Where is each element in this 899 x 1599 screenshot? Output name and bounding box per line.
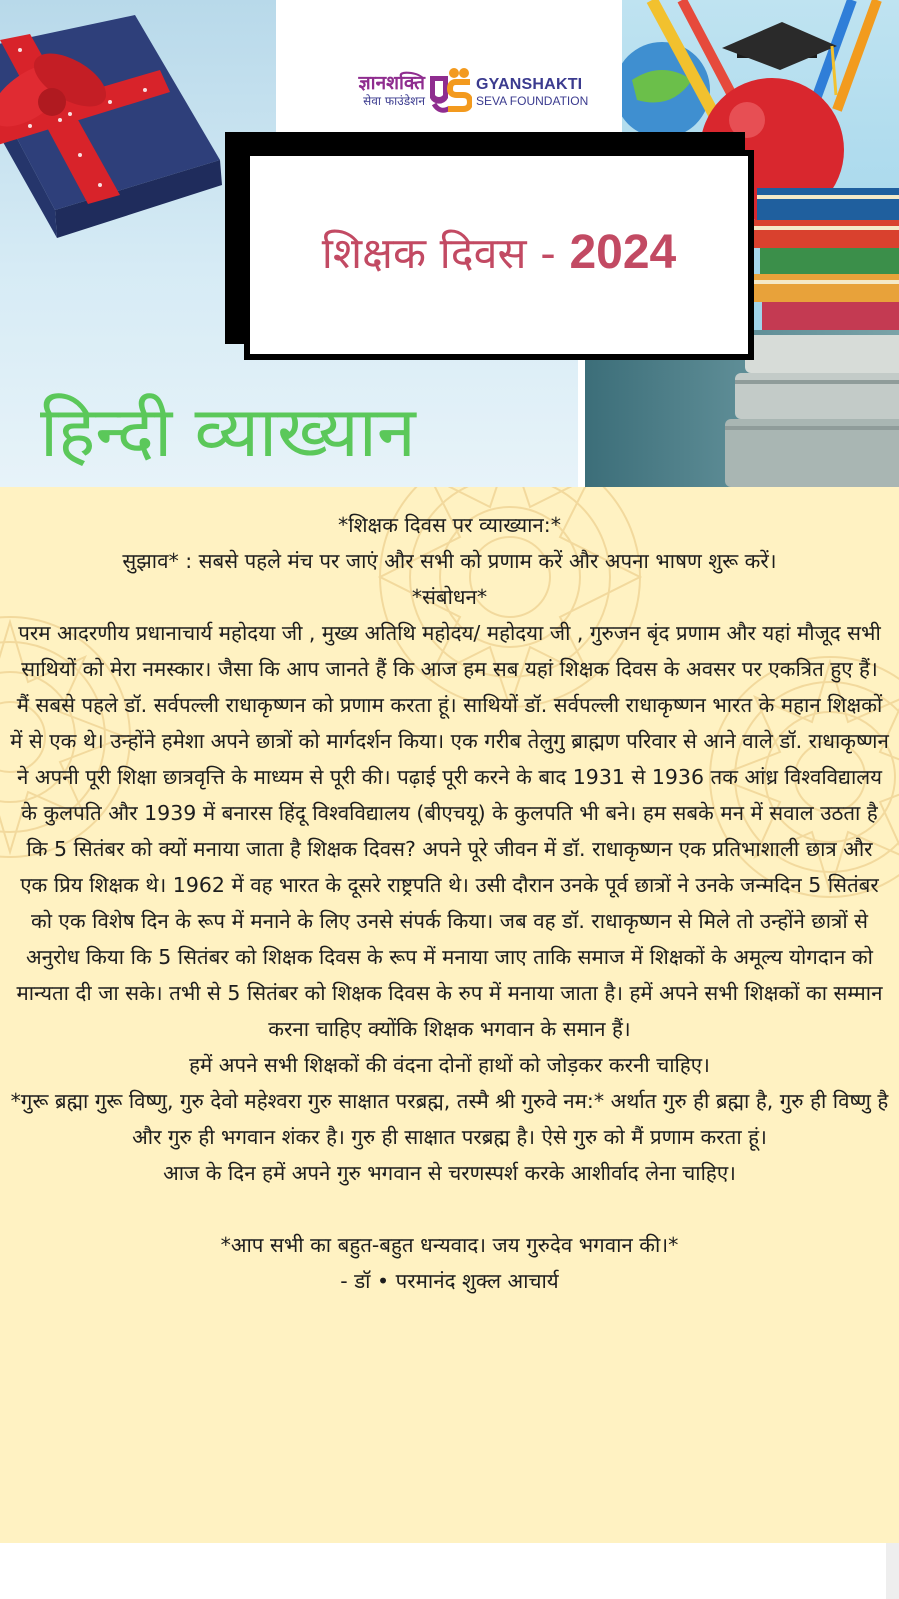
- address-heading: *संबोधन*: [411, 585, 488, 609]
- greeting-paragraph: परम आदरणीय प्रधानाचार्य महोदया जी , मुख्य अतिथि महोदय/ महोदया जी , गुरुजन बृंद प्रणाम और यहां मौजूद सभी साथियों को मेरा नमस्कार। जैसा कि आप जानते हैं कि आज हम सब यहां शिक्षक दिवस के अवसर पर एकत्रित हुए हैं।: [18, 621, 881, 681]
- speech-text: [0, 487, 899, 1299]
- gs-logo-icon: [426, 66, 472, 116]
- title-box: [244, 150, 754, 360]
- speech-panel: [0, 487, 899, 1543]
- speech-heading: *शिक्षक दिवस पर व्याख्यान:*: [338, 513, 561, 537]
- main-paragraph: मैं सबसे पहले डॉ. सर्वपल्ली राधाकृष्णन को प्रणाम करता हूं। साथियों डॉ. सर्वपल्ली राधाकृष्णन भारत के महान शिक्षकों में से एक थे। उन्होंने हमेशा अपने छात्रों को मार्गदर्शन किया। एक गरीब तेलुगु ब्राह्मण परिवार से आने वाले डॉ. राधाकृष्णन ने अपनी पूरी शिक्षा छात्रवृत्ति के माध्यम से पूरी की। पढ़ाई पूरी करने के बाद 1931 से 1936 तक आंध्र विश्वविद्यालय के कुलपति और 1939 में बनारस हिंदू विश्वविद्यालय (बीएचयू) के कुलपति भी बने। हम सबके मन में सवाल उठता है कि 5 सितंबर को क्यों मनाया जाता है शिक्षक दिवस? अपने पूरे जीवन में डॉ. राधाकृष्णन एक प्रतिभाशाली छात्र और एक प्रिय शिक्षक थे। 1962 में वह भारत के दूसरे राष्ट्रपति थे। उसी दौरान उनके पूर्व छात्रों ने उनके जन्मदिन 5 सितंबर को एक विशेष दिन के रूप में मनाने के लिए उनसे संपर्क किया। जब वह डॉ. राधाकृष्णन से मिले तो उन्होंने छात्रों से अनुरोध किया कि 5 सितंबर को शिक्षक दिवस के रूप में मनाया जाए ताकि समाज में शिक्षकों के अमूल्य योगदान को मान्यता दी जा सके। तभी से 5 सितंबर को शिक्षक दिवस के रुप में मनाया जाता है। हमें अपने सभी शिक्षकों का सम्मान करना चाहिए क्योंकि शिक्षक भगवान के समान हैं।: [10, 693, 889, 1041]
- title-year: 2024: [569, 226, 677, 279]
- thanks-line: *आप सभी का बहुत-बहुत धन्यवाद। जय गुरुदेव भगवान की।*: [220, 1233, 679, 1257]
- author-line: - डॉ • परमानंद शुक्ल आचार्य: [340, 1269, 559, 1293]
- logo: [276, 0, 622, 133]
- footer-edge: [886, 1543, 899, 1599]
- header-banner: [0, 0, 899, 487]
- logo-hindi-text: [321, 72, 425, 109]
- logo-hindi-line2: सेवा फाउंडेशन: [363, 94, 425, 108]
- logo-english-line1: GYANSHAKTI: [476, 76, 583, 93]
- page-subtitle: हिन्दी व्याख्यान: [40, 391, 416, 473]
- respect-line: हमें अपने सभी शिक्षकों की वंदना दोनों हाथों को जोड़कर करनी चाहिए।: [189, 1053, 710, 1077]
- logo-hindi-line1: ज्ञानशक्ति: [358, 72, 425, 94]
- logo-english-text: [476, 76, 588, 109]
- logo-english-line2: SEVA FOUNDATION: [476, 94, 589, 108]
- speech-suggestion: सुझाव* : सबसे पहले मंच पर जाएं और सभी को प्रणाम करें और अपना भाषण शुरू करें।: [122, 549, 777, 573]
- footer-strip: [0, 1543, 899, 1599]
- shloka-paragraph: *गुरू ब्रह्मा गुरू विष्णु, गुरु देवो महेश्वरा गुरु साक्षात परब्रह्म, तस्मै श्री गुरुवे नम:* अर्थात गुरु ही ब्रह्मा है, गुरु ही विष्णु है और गुरु ही भगवान शंकर है। गुरु ही साक्षात परब्रह्म है। ऐसे गुरु को मैं प्रणाम करता हूं।: [10, 1089, 889, 1149]
- page-title: [250, 222, 748, 281]
- gift-box-icon: [0, 10, 230, 300]
- title-prefix: शिक्षक दिवस -: [321, 229, 570, 279]
- spacer: [10, 1191, 889, 1227]
- blessing-line: आज के दिन हमें अपने गुरु भगवान से चरणस्पर्श करके आशीर्वाद लेना चाहिए।: [163, 1161, 736, 1185]
